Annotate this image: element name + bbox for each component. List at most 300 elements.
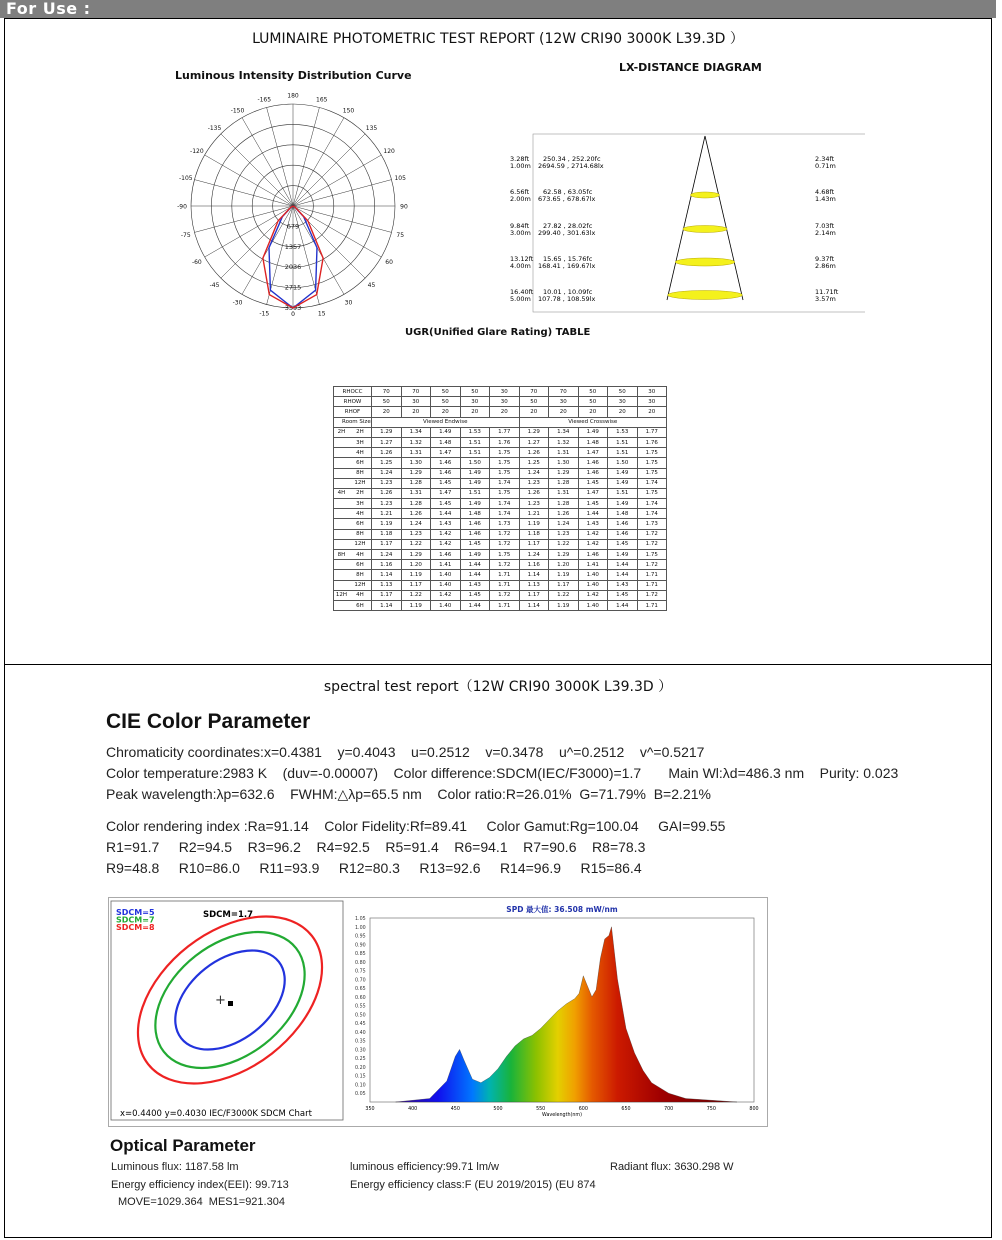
ugr-param-value: 70 — [372, 387, 402, 397]
polar-spoke — [293, 134, 365, 206]
ugr-value: 1.19 — [549, 570, 579, 580]
ugr-data-row — [334, 570, 667, 580]
lx-diameter-ft: 9.37ft — [815, 255, 835, 263]
ugr-title: UGR(Unified Glare Rating) TABLE — [405, 327, 591, 338]
ugr-room-size-label: Room Size — [334, 417, 372, 427]
ugr-value: 1.44 — [608, 570, 638, 580]
ugr-value: 1.22 — [549, 539, 579, 549]
ugr-room-y: 2H — [349, 427, 372, 437]
ugr-value: 1.17 — [519, 590, 549, 600]
luminous-efficiency: luminous efficiency:99.71 lm/w — [350, 1161, 499, 1173]
ugr-value: 1.77 — [490, 427, 520, 437]
ugr-param-value: 20 — [490, 407, 520, 417]
lx-beam-ellipse — [675, 258, 735, 266]
ugr-value: 1.43 — [431, 519, 461, 529]
spd-ytick: 0.05 — [355, 1092, 366, 1098]
lx-beam-ellipse — [668, 291, 743, 300]
spd-ytick: 0.50 — [355, 1013, 366, 1019]
ugr-crosswise-label: Viewed Crosswise — [519, 417, 667, 427]
ugr-value: 1.46 — [578, 458, 608, 468]
ugr-param-value: 20 — [637, 407, 667, 417]
polar-spoke — [194, 206, 293, 232]
ugr-value: 1.53 — [460, 427, 490, 437]
ugr-value: 1.46 — [608, 519, 638, 529]
lx-diameter-m: 3.57m — [815, 295, 836, 303]
lx-illuminance-fc: 15.65 , 15.76fc — [543, 255, 593, 263]
ugr-endwise-label: Viewed Endwise — [372, 417, 520, 427]
ugr-param-value: 20 — [460, 407, 490, 417]
ugr-value: 1.75 — [637, 550, 667, 560]
ugr-value: 1.72 — [637, 560, 667, 570]
polar-ring-label: 1357 — [284, 242, 302, 251]
ugr-value: 1.74 — [490, 509, 520, 519]
spd-ytick: 0.35 — [355, 1039, 366, 1045]
ugr-value: 1.21 — [519, 509, 549, 519]
ugr-value: 1.77 — [637, 427, 667, 437]
ugr-value: 1.43 — [608, 580, 638, 590]
lx-illuminance-lx: 673.65 , 678.67lx — [538, 195, 596, 203]
lx-diameter-m: 1.43m — [815, 195, 836, 203]
ugr-value: 1.13 — [519, 580, 549, 590]
ugr-value: 1.72 — [637, 529, 667, 539]
ugr-param-row — [334, 397, 667, 407]
ugr-value: 1.19 — [401, 600, 431, 610]
polar-angle-label: -135 — [207, 125, 222, 133]
ugr-room-x — [334, 580, 350, 590]
spd-xtick: 350 — [365, 1107, 375, 1112]
polar-angle-label: 45 — [367, 281, 376, 289]
lx-illuminance-lx: 2694.59 , 2714.68lx — [538, 162, 604, 170]
ugr-value: 1.26 — [519, 488, 549, 498]
cie-line-peak: Peak wavelength:λp=632.6 FWHM:△λp=65.5 nm Color ratio:R=26.01% G=71.79% B=2.21% — [106, 786, 711, 802]
ugr-value: 1.45 — [578, 499, 608, 509]
ugr-value: 1.51 — [460, 488, 490, 498]
spd-chart — [352, 900, 762, 1122]
ugr-value: 1.44 — [460, 560, 490, 570]
ugr-value: 1.34 — [401, 427, 431, 437]
ugr-value: 1.17 — [549, 580, 579, 590]
lx-illuminance-fc: 27.82 , 28.02fc — [543, 222, 593, 230]
ugr-value: 1.51 — [608, 448, 638, 458]
ugr-param-label: RHOW — [334, 397, 372, 407]
ugr-value: 1.17 — [372, 539, 402, 549]
ugr-value: 1.24 — [372, 468, 402, 478]
ugr-param-row — [334, 387, 667, 397]
ugr-value: 1.31 — [549, 488, 579, 498]
ugr-value: 1.75 — [490, 468, 520, 478]
ugr-value: 1.31 — [401, 488, 431, 498]
ugr-value: 1.29 — [372, 427, 402, 437]
polar-angle-label: -75 — [180, 232, 191, 240]
ugr-value: 1.19 — [519, 519, 549, 529]
ugr-value: 1.24 — [401, 519, 431, 529]
lx-distance-m: 1.00m — [510, 162, 531, 170]
spd-ytick: 0.75 — [355, 969, 366, 975]
ugr-value: 1.27 — [372, 437, 402, 447]
polar-angle-label: -120 — [190, 148, 204, 155]
polar-spoke — [293, 180, 392, 206]
spd-xtick: 400 — [408, 1107, 418, 1112]
ugr-value: 1.21 — [372, 509, 402, 519]
spd-ytick: 0.70 — [355, 978, 366, 984]
header-label: For Use : — [6, 0, 91, 18]
ugr-value: 1.75 — [490, 448, 520, 458]
ugr-param-value: 50 — [431, 387, 461, 397]
ugr-value: 1.75 — [637, 468, 667, 478]
ugr-value: 1.17 — [372, 590, 402, 600]
polar-spoke — [221, 134, 293, 206]
spd-ytick: 1.05 — [355, 917, 366, 922]
ugr-value: 1.41 — [578, 560, 608, 570]
ugr-value: 1.17 — [519, 539, 549, 549]
spd-ytick: 0.80 — [355, 960, 366, 966]
ugr-value: 1.49 — [431, 427, 461, 437]
lx-title: LX-DISTANCE DIAGRAM — [619, 61, 762, 74]
radiant-flux: Radiant flux: 3630.298 W — [610, 1161, 734, 1173]
ugr-value: 1.49 — [460, 499, 490, 509]
ugr-room-y: 6H — [349, 458, 372, 468]
ugr-value: 1.23 — [549, 529, 579, 539]
ugr-value: 1.42 — [578, 529, 608, 539]
lx-illuminance-lx: 107.78 , 108.59lx — [538, 295, 596, 303]
lx-distance-ft: 3.28ft — [510, 155, 530, 163]
lx-illuminance-lx: 299.40 , 301.63lx — [538, 229, 596, 237]
ugr-room-y: 4H — [349, 550, 372, 560]
ugr-param-value: 30 — [549, 397, 579, 407]
ugr-data-row — [334, 539, 667, 549]
ugr-value: 1.72 — [637, 590, 667, 600]
ugr-value: 1.42 — [431, 529, 461, 539]
ugr-param-value: 30 — [637, 387, 667, 397]
ugr-value: 1.26 — [372, 448, 402, 458]
ugr-value: 1.25 — [519, 458, 549, 468]
ugr-value: 1.44 — [431, 509, 461, 519]
ugr-param-value: 50 — [608, 387, 638, 397]
ugr-value: 1.40 — [431, 570, 461, 580]
ugr-room-x: 2H — [334, 427, 350, 437]
ugr-value: 1.29 — [519, 427, 549, 437]
lx-distance-diagram — [505, 128, 865, 318]
ugr-value: 1.53 — [608, 427, 638, 437]
spd-ytick: 0.40 — [355, 1030, 366, 1036]
cie-line-cri: Color rendering index :Ra=91.14 Color Fidelity:Rf=89.41 Color Gamut:Rg=100.04 GAI=99.55 — [106, 818, 726, 834]
ugr-value: 1.34 — [549, 427, 579, 437]
ugr-value: 1.24 — [372, 550, 402, 560]
ugr-room-x — [334, 600, 350, 610]
ugr-value: 1.29 — [549, 468, 579, 478]
ugr-param-value: 30 — [460, 397, 490, 407]
ugr-data-row — [334, 590, 667, 600]
ugr-value: 1.46 — [460, 529, 490, 539]
ugr-value: 1.46 — [578, 468, 608, 478]
ugr-value: 1.22 — [401, 590, 431, 600]
ugr-room-x — [334, 509, 350, 519]
energy-efficiency-class: Energy efficiency class:F (EU 2019/2015) (EU 874 — [350, 1179, 596, 1191]
ugr-value: 1.46 — [608, 529, 638, 539]
ugr-value: 1.48 — [578, 437, 608, 447]
ugr-value: 1.28 — [401, 499, 431, 509]
ugr-value: 1.31 — [401, 448, 431, 458]
ugr-data-row — [334, 529, 667, 539]
polar-angle-label: 180 — [287, 92, 299, 100]
sdcm-frame — [111, 901, 343, 1120]
header-bar — [0, 0, 996, 18]
spd-ytick: 0.20 — [355, 1065, 366, 1071]
optical-title: Optical Parameter — [110, 1136, 256, 1155]
polar-angle-label: 90 — [400, 203, 408, 211]
ugr-param-value: 50 — [372, 397, 402, 407]
spd-xtick: 650 — [621, 1107, 631, 1112]
ugr-room-x — [334, 499, 350, 509]
ugr-value: 1.29 — [549, 550, 579, 560]
ugr-room-y: 8H — [349, 468, 372, 478]
ugr-param-value: 70 — [401, 387, 431, 397]
polar-spoke — [293, 206, 392, 232]
ugr-value: 1.49 — [460, 468, 490, 478]
ugr-value: 1.29 — [401, 468, 431, 478]
ugr-value: 1.45 — [608, 539, 638, 549]
ugr-param-value: 20 — [578, 407, 608, 417]
ugr-value: 1.18 — [519, 529, 549, 539]
spd-ytick: 0.85 — [355, 952, 366, 958]
ugr-value: 1.51 — [460, 448, 490, 458]
ugr-value: 1.72 — [490, 539, 520, 549]
cie-title: CIE Color Parameter — [106, 710, 311, 733]
ugr-value: 1.27 — [519, 437, 549, 447]
ugr-room-x — [334, 468, 350, 478]
ugr-param-value: 70 — [519, 387, 549, 397]
ugr-room-x: 8H — [334, 550, 350, 560]
polar-angle-label: 120 — [383, 148, 395, 155]
ugr-param-value: 50 — [578, 397, 608, 407]
spd-ytick: 1.00 — [355, 925, 366, 931]
ugr-param-row — [334, 407, 667, 417]
ugr-value: 1.71 — [637, 600, 667, 610]
ugr-value: 1.46 — [431, 468, 461, 478]
lx-distance-m: 4.00m — [510, 262, 531, 270]
ugr-param-value: 20 — [519, 407, 549, 417]
ugr-value: 1.23 — [519, 478, 549, 488]
lx-illuminance-fc: 10.01 , 10.09fc — [543, 288, 593, 296]
ugr-value: 1.28 — [549, 499, 579, 509]
lx-diameter-m: 2.86m — [815, 262, 836, 270]
ugr-room-y: 12H — [349, 580, 372, 590]
ugr-value: 1.43 — [460, 580, 490, 590]
cie-line-r9-r15: R9=48.8 R10=86.0 R11=93.9 R12=80.3 R13=92.6 R14=96.9 R15=86.4 — [106, 860, 642, 876]
spd-ytick: 0.55 — [355, 1004, 366, 1010]
ugr-value: 1.40 — [578, 570, 608, 580]
section-divider — [4, 664, 992, 665]
ugr-value: 1.45 — [608, 590, 638, 600]
ugr-value: 1.42 — [578, 590, 608, 600]
ugr-room-y: 3H — [349, 437, 372, 447]
ugr-value: 1.42 — [578, 539, 608, 549]
ugr-value: 1.32 — [401, 437, 431, 447]
lx-beam-ellipse — [683, 226, 727, 233]
lx-distance-ft: 13.12ft — [510, 255, 534, 263]
polar-spoke — [194, 180, 293, 206]
ugr-value: 1.43 — [578, 519, 608, 529]
ugr-room-y: 3H — [349, 499, 372, 509]
ugr-value: 1.72 — [490, 529, 520, 539]
ugr-value: 1.25 — [372, 458, 402, 468]
ugr-value: 1.45 — [460, 590, 490, 600]
ugr-room-y: 12H — [349, 478, 372, 488]
ugr-value: 1.22 — [401, 539, 431, 549]
lx-distance-m: 5.00m — [510, 295, 531, 303]
ugr-value: 1.20 — [401, 560, 431, 570]
ugr-room-y: 8H — [349, 570, 372, 580]
ugr-param-value: 50 — [578, 387, 608, 397]
ugr-value: 1.71 — [490, 600, 520, 610]
ugr-value: 1.75 — [637, 448, 667, 458]
ugr-value: 1.23 — [401, 529, 431, 539]
polar-angle-label: -30 — [232, 299, 243, 307]
lx-cone-right — [705, 136, 743, 300]
polar-spoke — [205, 206, 293, 257]
ugr-value: 1.71 — [490, 580, 520, 590]
ugr-value: 1.47 — [431, 448, 461, 458]
ugr-value: 1.49 — [460, 550, 490, 560]
ugr-value: 1.45 — [431, 478, 461, 488]
ugr-value: 1.19 — [549, 600, 579, 610]
ugr-value: 1.71 — [637, 570, 667, 580]
ugr-room-x — [334, 437, 350, 447]
ugr-value: 1.40 — [578, 600, 608, 610]
spd-ytick: 0.65 — [355, 987, 366, 993]
energy-efficiency-index: Energy efficiency index(EEI): 99.713 — [111, 1179, 289, 1191]
ugr-value: 1.49 — [608, 478, 638, 488]
ugr-value: 1.30 — [401, 458, 431, 468]
ugr-value: 1.45 — [460, 539, 490, 549]
ugr-room-x — [334, 539, 350, 549]
polar-angle-label: -150 — [230, 107, 245, 115]
spd-ytick: 0.30 — [355, 1048, 366, 1054]
polar-angle-label: -165 — [257, 96, 272, 104]
spd-ytick: 0.45 — [355, 1022, 366, 1028]
ugr-param-value: 30 — [401, 397, 431, 407]
polar-angle-label: 15 — [317, 310, 326, 318]
ugr-value: 1.23 — [372, 499, 402, 509]
lx-distance-ft: 9.84ft — [510, 222, 530, 230]
ugr-param-value: 50 — [460, 387, 490, 397]
ugr-value: 1.13 — [372, 580, 402, 590]
ugr-param-label: RHOF — [334, 407, 372, 417]
ugr-value: 1.46 — [578, 550, 608, 560]
ugr-value: 1.51 — [460, 437, 490, 447]
ugr-value: 1.50 — [460, 458, 490, 468]
ugr-room-y: 6H — [349, 560, 372, 570]
ugr-room-y: 4H — [349, 590, 372, 600]
spd-ytick: 0.25 — [355, 1057, 366, 1063]
spd-xtick: 800 — [749, 1107, 759, 1112]
ugr-value: 1.28 — [549, 478, 579, 488]
ugr-value: 1.74 — [490, 499, 520, 509]
spd-xtick: 600 — [578, 1107, 588, 1112]
ugr-data-row — [334, 427, 667, 437]
sdcm-center-marker: + — [215, 993, 226, 1008]
ugr-value: 1.49 — [608, 550, 638, 560]
ugr-param-value: 20 — [372, 407, 402, 417]
ugr-value: 1.49 — [460, 478, 490, 488]
spd-ytick: 0.10 — [355, 1083, 366, 1089]
ugr-table — [333, 386, 667, 611]
polar-angle-label: 165 — [316, 96, 328, 104]
ugr-value: 1.40 — [431, 600, 461, 610]
ugr-value: 1.49 — [608, 499, 638, 509]
ugr-room-y: 4H — [349, 509, 372, 519]
ugr-value: 1.71 — [490, 570, 520, 580]
polar-angle-label: -105 — [178, 174, 193, 182]
ugr-room-y: 2H — [349, 488, 372, 498]
ugr-room-x: 4H — [334, 488, 350, 498]
ugr-value: 1.74 — [637, 509, 667, 519]
ugr-room-x: 12H — [334, 590, 350, 600]
lx-beam-ellipse — [690, 192, 719, 198]
polar-angle-label: 0 — [291, 311, 295, 318]
ugr-data-row — [334, 458, 667, 468]
ugr-param-value: 30 — [490, 387, 520, 397]
ugr-data-row — [334, 550, 667, 560]
polar-ring-label: 3393 — [284, 304, 302, 312]
spd-ytick: 0.95 — [355, 934, 366, 940]
ugr-value: 1.75 — [490, 458, 520, 468]
ugr-value: 1.44 — [578, 509, 608, 519]
ugr-value: 1.14 — [372, 570, 402, 580]
polar-spoke — [267, 107, 293, 206]
lx-distance-m: 2.00m — [510, 195, 531, 203]
ugr-value: 1.76 — [637, 437, 667, 447]
ugr-value: 1.23 — [372, 478, 402, 488]
lx-diameter-ft: 4.68ft — [815, 188, 835, 196]
ugr-value: 1.75 — [637, 458, 667, 468]
lx-illuminance-lx: 168.41 , 169.67lx — [538, 262, 596, 270]
ugr-value: 1.47 — [578, 488, 608, 498]
ugr-data-row — [334, 437, 667, 447]
polar-spoke — [242, 118, 293, 206]
polar-angle-label: -90 — [177, 203, 187, 211]
polar-title: Luminous Intensity Distribution Curve — [175, 69, 412, 82]
ugr-room-x — [334, 560, 350, 570]
ugr-value: 1.75 — [490, 550, 520, 560]
ugr-value: 1.74 — [490, 478, 520, 488]
ugr-value: 1.72 — [490, 590, 520, 600]
polar-spoke — [293, 118, 344, 206]
spd-ytick: 0.15 — [355, 1074, 366, 1080]
sdcm-value: SDCM=1.7 — [203, 910, 254, 920]
ugr-value: 1.18 — [372, 529, 402, 539]
ugr-value: 1.47 — [578, 448, 608, 458]
cie-line-r1-r8: R1=91.7 R2=94.5 R3=96.2 R4=92.5 R5=91.4 R6=94.1 R7=90.6 R8=78.3 — [106, 839, 646, 855]
ugr-value: 1.31 — [549, 448, 579, 458]
spd-xtick: 750 — [706, 1107, 716, 1112]
ugr-value: 1.42 — [431, 590, 461, 600]
ugr-room-y: 12H — [349, 539, 372, 549]
ugr-value: 1.14 — [519, 570, 549, 580]
polar-ring-label: 2715 — [284, 283, 302, 292]
polar-angle-label: 30 — [344, 299, 353, 307]
lx-diameter-ft: 7.03ft — [815, 222, 835, 230]
ugr-room-x — [334, 529, 350, 539]
ugr-value: 1.74 — [637, 499, 667, 509]
move-mes: MOVE=1029.364 MES1=921.304 — [118, 1196, 285, 1208]
ugr-room-x — [334, 570, 350, 580]
ugr-value: 1.42 — [431, 539, 461, 549]
ugr-value: 1.24 — [519, 468, 549, 478]
ugr-param-value: 50 — [431, 397, 461, 407]
ugr-data-row — [334, 499, 667, 509]
ugr-value: 1.26 — [401, 509, 431, 519]
